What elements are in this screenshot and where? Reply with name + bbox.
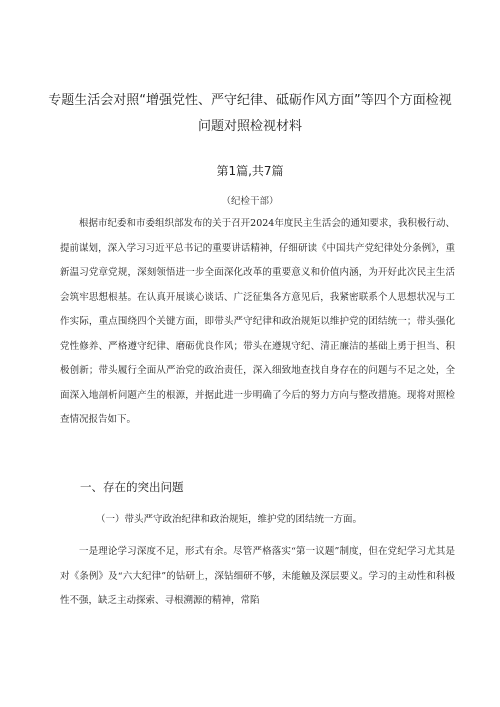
- section-paragraph: 一是理论学习深度不足，形式有余。尽管严格落实“第一议题”制度，但在党纪学习尤其是对《条例》及“六大纪律”的钻研上，深钻细研不够，未能触及深层要义。学习的主动性和科极性不强，缺乏主动探索、寻根溯源的精神，常陷: [60, 546, 455, 606]
- section-heading: 一、存在的突出问题: [80, 480, 184, 494]
- document-title-line-2: 问题对照检视材料: [197, 119, 302, 134]
- department-label: （纪检干部）: [221, 196, 279, 207]
- intro-paragraph: 根据市纪委和市委组织部发布的关于召开2024年度民主生活会的通知要求，我积极行动、提前谋划，深入学习习近平总书记的重要讲话精神，仔细研读《中国共产党纪律处分条例》，重新温习党章党规，深刻领悟进一步全面深化改革的重要意义和价值内涵，为开好此次民主生活会筑牢思想根基。在认真开展谈心谈话、广泛征集各方意见后，我紧密联系个人思想状况与工作实际，重点围绕四个关键方面，即带头严守纪律和政治规矩以维护党的团结统一；带头强化党性修养、严格遵守纪律、磨砺优良作风；带头在遵规守纪、清正廉洁的基础上勇于担当、积极创新；带头履行全面从严治党的政治责任，深入细致地查找自身存在的问题与不足之处，全面深入地剖析问题产生的根源，并据此进一步明确了今后的努力方向与整改措施。现将对照检查情况报告如下。: [60, 218, 455, 425]
- section-subheading: （一）带头严守政治纪律和政治规矩，维护党的团结统一方面。: [96, 514, 363, 525]
- document-title-line-1: 专题生活会对照“增强党性、严守纪律、砥砺作风方面”等四个方面检视: [48, 93, 452, 108]
- document-subtitle: 第1篇,共7篇: [216, 164, 284, 178]
